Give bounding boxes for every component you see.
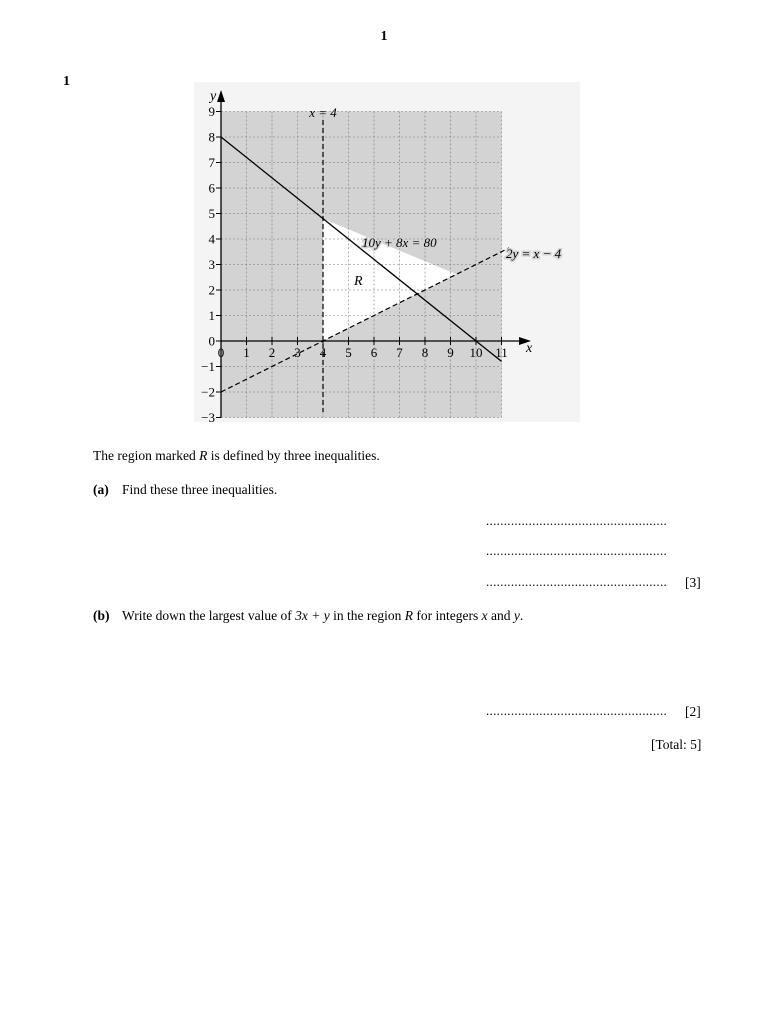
y-tick-label: −1 bbox=[201, 359, 215, 374]
x-tick-label: 8 bbox=[421, 345, 429, 360]
y-tick-label: 2 bbox=[208, 282, 215, 298]
y-tick-label: 3 bbox=[208, 257, 215, 272]
part-b-label: (b) bbox=[93, 608, 110, 623]
y-tick-label: 9 bbox=[208, 104, 215, 119]
intro-prefix: The region marked bbox=[93, 448, 200, 463]
x-tick-label: 6 bbox=[370, 345, 378, 360]
x-axis-label: x bbox=[526, 341, 533, 356]
y-tick-label: 7 bbox=[208, 155, 215, 170]
y-tick-label: 4 bbox=[208, 231, 215, 247]
part-a bbox=[93, 482, 277, 498]
intro-text bbox=[93, 448, 380, 464]
part-b-marks: [2] bbox=[685, 704, 701, 719]
line-label-10y-8x-80: 10y + 8x = 80 bbox=[362, 235, 437, 250]
y-tick-label: 6 bbox=[208, 180, 215, 196]
y-tick-label: −2 bbox=[201, 384, 215, 400]
part-b-text-3: for integers bbox=[412, 608, 482, 623]
x-tick-label: 11 bbox=[495, 345, 508, 360]
x-tick-label: 3 bbox=[294, 345, 301, 360]
line-label-x-equals-4: x = 4 bbox=[309, 105, 337, 120]
answer-line-a2[interactable]: ................................................... bbox=[486, 543, 668, 558]
part-a-marks: [3] bbox=[685, 575, 701, 590]
x-tick-label: 5 bbox=[345, 345, 352, 360]
part-a-label: (a) bbox=[93, 482, 109, 497]
y-tick-label: 0 bbox=[208, 333, 215, 349]
part-a-text: Find these three inequalities. bbox=[122, 482, 278, 497]
x-tick-label: 0 bbox=[217, 345, 225, 360]
part-b-var-y: y bbox=[513, 608, 520, 623]
y-tick-label: 5 bbox=[208, 206, 215, 221]
question-number: 1 bbox=[63, 74, 70, 89]
part-b bbox=[93, 608, 523, 624]
x-tick-label: 10 bbox=[469, 345, 483, 360]
part-b-text-1: Write down the largest value of bbox=[122, 608, 296, 623]
part-b-var-x: x bbox=[481, 608, 488, 623]
part-b-text-2: in the region bbox=[329, 608, 405, 623]
x-tick-label: 9 bbox=[447, 345, 454, 360]
x-tick-label: 1 bbox=[243, 345, 250, 360]
page-number: 1 bbox=[380, 29, 388, 44]
x-tick-label: 2 bbox=[268, 345, 276, 360]
y-tick-label: −3 bbox=[201, 410, 215, 422]
answer-line-a3[interactable]: ................................................... bbox=[486, 574, 668, 589]
part-b-text-5: . bbox=[519, 608, 524, 623]
part-b-expression: 3x + y bbox=[295, 608, 330, 623]
total-marks: [Total: 5] bbox=[651, 737, 702, 752]
x-tick-label: 4 bbox=[319, 345, 327, 360]
answer-line-b[interactable]: ................................................... bbox=[486, 703, 668, 718]
part-b-region: R bbox=[404, 608, 413, 623]
region-label: R bbox=[354, 274, 363, 289]
x-tick-label: 7 bbox=[396, 345, 403, 360]
inequality-graph bbox=[194, 82, 580, 422]
y-tick-label: 1 bbox=[208, 308, 215, 323]
answer-line-a1[interactable]: ................................................... bbox=[486, 513, 668, 528]
part-b-text-4: and bbox=[487, 608, 514, 623]
line-label-2y-x-4: 2y = x − 4 bbox=[506, 246, 562, 261]
intro-suffix: is defined by three inequalities. bbox=[207, 448, 380, 463]
y-axis-label: y bbox=[210, 89, 217, 104]
y-tick-label: 8 bbox=[208, 129, 215, 145]
intro-region: R bbox=[199, 448, 208, 463]
